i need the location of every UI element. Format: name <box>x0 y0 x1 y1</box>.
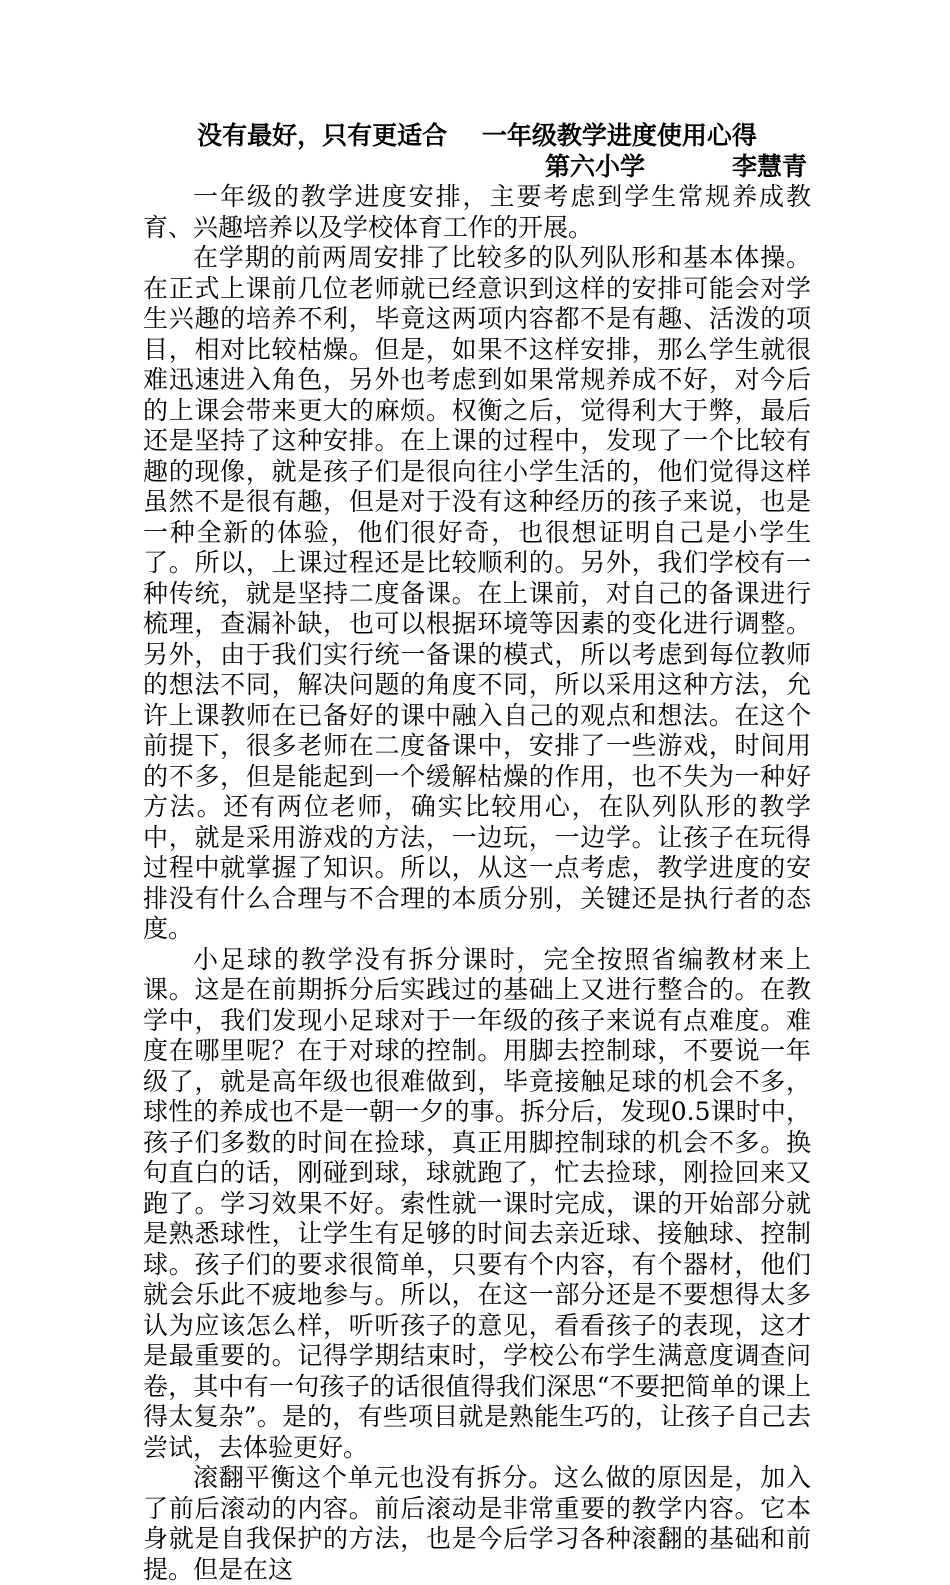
paragraph-drill-schedule: 在学期的前两周安排了比较多的队列队形和基本体操。在正式上课前几位老师就已经意识到这样的安排可能会对学生兴趣的培养不利，毕竟这两项内容都不是有趣、活泼的项目，相对比较枯燥。但是，如果不这样安排，那么学生就很难迅速进入角色，另外也考虑到如果常规养成不好，对今后的上课会带来更大的麻烦。权衡之后，觉得利大于弊，最后还是坚持了这种安排。在上课的过程中，发现了一个比较有趣的现像，就是孩子们是很向往小学生活的，他们觉得这样虽然不是很有趣，但是对于没有这种经历的孩子来说，也是一种全新的体验，他们很好奇，也很想证明自己是小学生了。所以，上课过程还是比较顺利的。另外，我们学校有一种传统，就是坚持二度备课。在上课前，对自己的备课进行梳理，查漏补缺，也可以根据环境等因素的变化进行调整。另外，由于我们实行统一备课的模式，所以考虑到每位教师的想法不同，解决问题的角度不同，所以采用这种方法，允许上课教师在已备好的课中融入自己的观点和想法。在这个前提下，很多老师在二度备课中，安排了一些游戏，时间用的不多，但是能起到一个缓解枯燥的作用，也不失为一种好方法。还有两位老师，确实比较用心，在队列队形的教学中，就是采用游戏的方法，一边玩，一边学。让孩子在玩得过程中就掌握了知识。所以，从这一点考虑，教学进度的安排没有什么合理与不合理的本质分别，关键还是执行者的态度。 <box>143 243 811 943</box>
paragraph-intro: 一年级的教学进度安排，主要考虑到学生常规养成教育、兴趣培养以及学校体育工作的开展。 <box>143 182 811 242</box>
document-title: 没有最好，只有更适合 一年级教学进度使用心得 <box>197 121 757 150</box>
document-body <box>143 121 811 1585</box>
author-byline: 第六小学 李慧青 <box>544 151 807 181</box>
paragraph-soccer: 小足球的教学没有拆分课时，完全按照省编教材来上课。这是在前期拆分后实践过的基础上又进行整合的。在教学中，我们发现小足球对于一年级的孩子来说有点难度。难度在哪里呢？在于对球的控制。用脚去控制球，不要说一年级了，就是高年级也很难做到，毕竟接触足球的机会不多，球性的养成也不是一朝一夕的事。拆分后，发现0.5课时中，孩子们多数的时间在捡球，真正用脚控制球的机会不多。换句直白的话，刚碰到球，球就跑了，忙去捡球，刚捡回来又跑了。学习效果不好。索性就一课时完成，课的开始部分就是熟悉球性，让学生有足够的时间去亲近球、接触球、控制球。孩子们的要求很简单，只要有个内容，有个器材，他们就会乐此不疲地参与。所以，在这一部分还是不要想得太多认为应该怎么样，听听孩子的意见，看看孩子的表现，这才是最重要的。记得学期结束时，学校公布学生满意度调查问卷，其中有一句孩子的话很值得我们深思“不要把简单的课上得太复杂”。是的，有些项目就是熟能生巧的，让孩子自己去尝试，去体验更好。 <box>143 944 811 1462</box>
paragraph-tumbling: 滚翻平衡这个单元也没有拆分。这么做的原因是，加入了前后滚动的内容。前后滚动是非常重要的教学内容。它本身就是自我保护的方法，也是今后学习各种滚翻的基础和前提。但是在这 <box>143 1463 811 1584</box>
